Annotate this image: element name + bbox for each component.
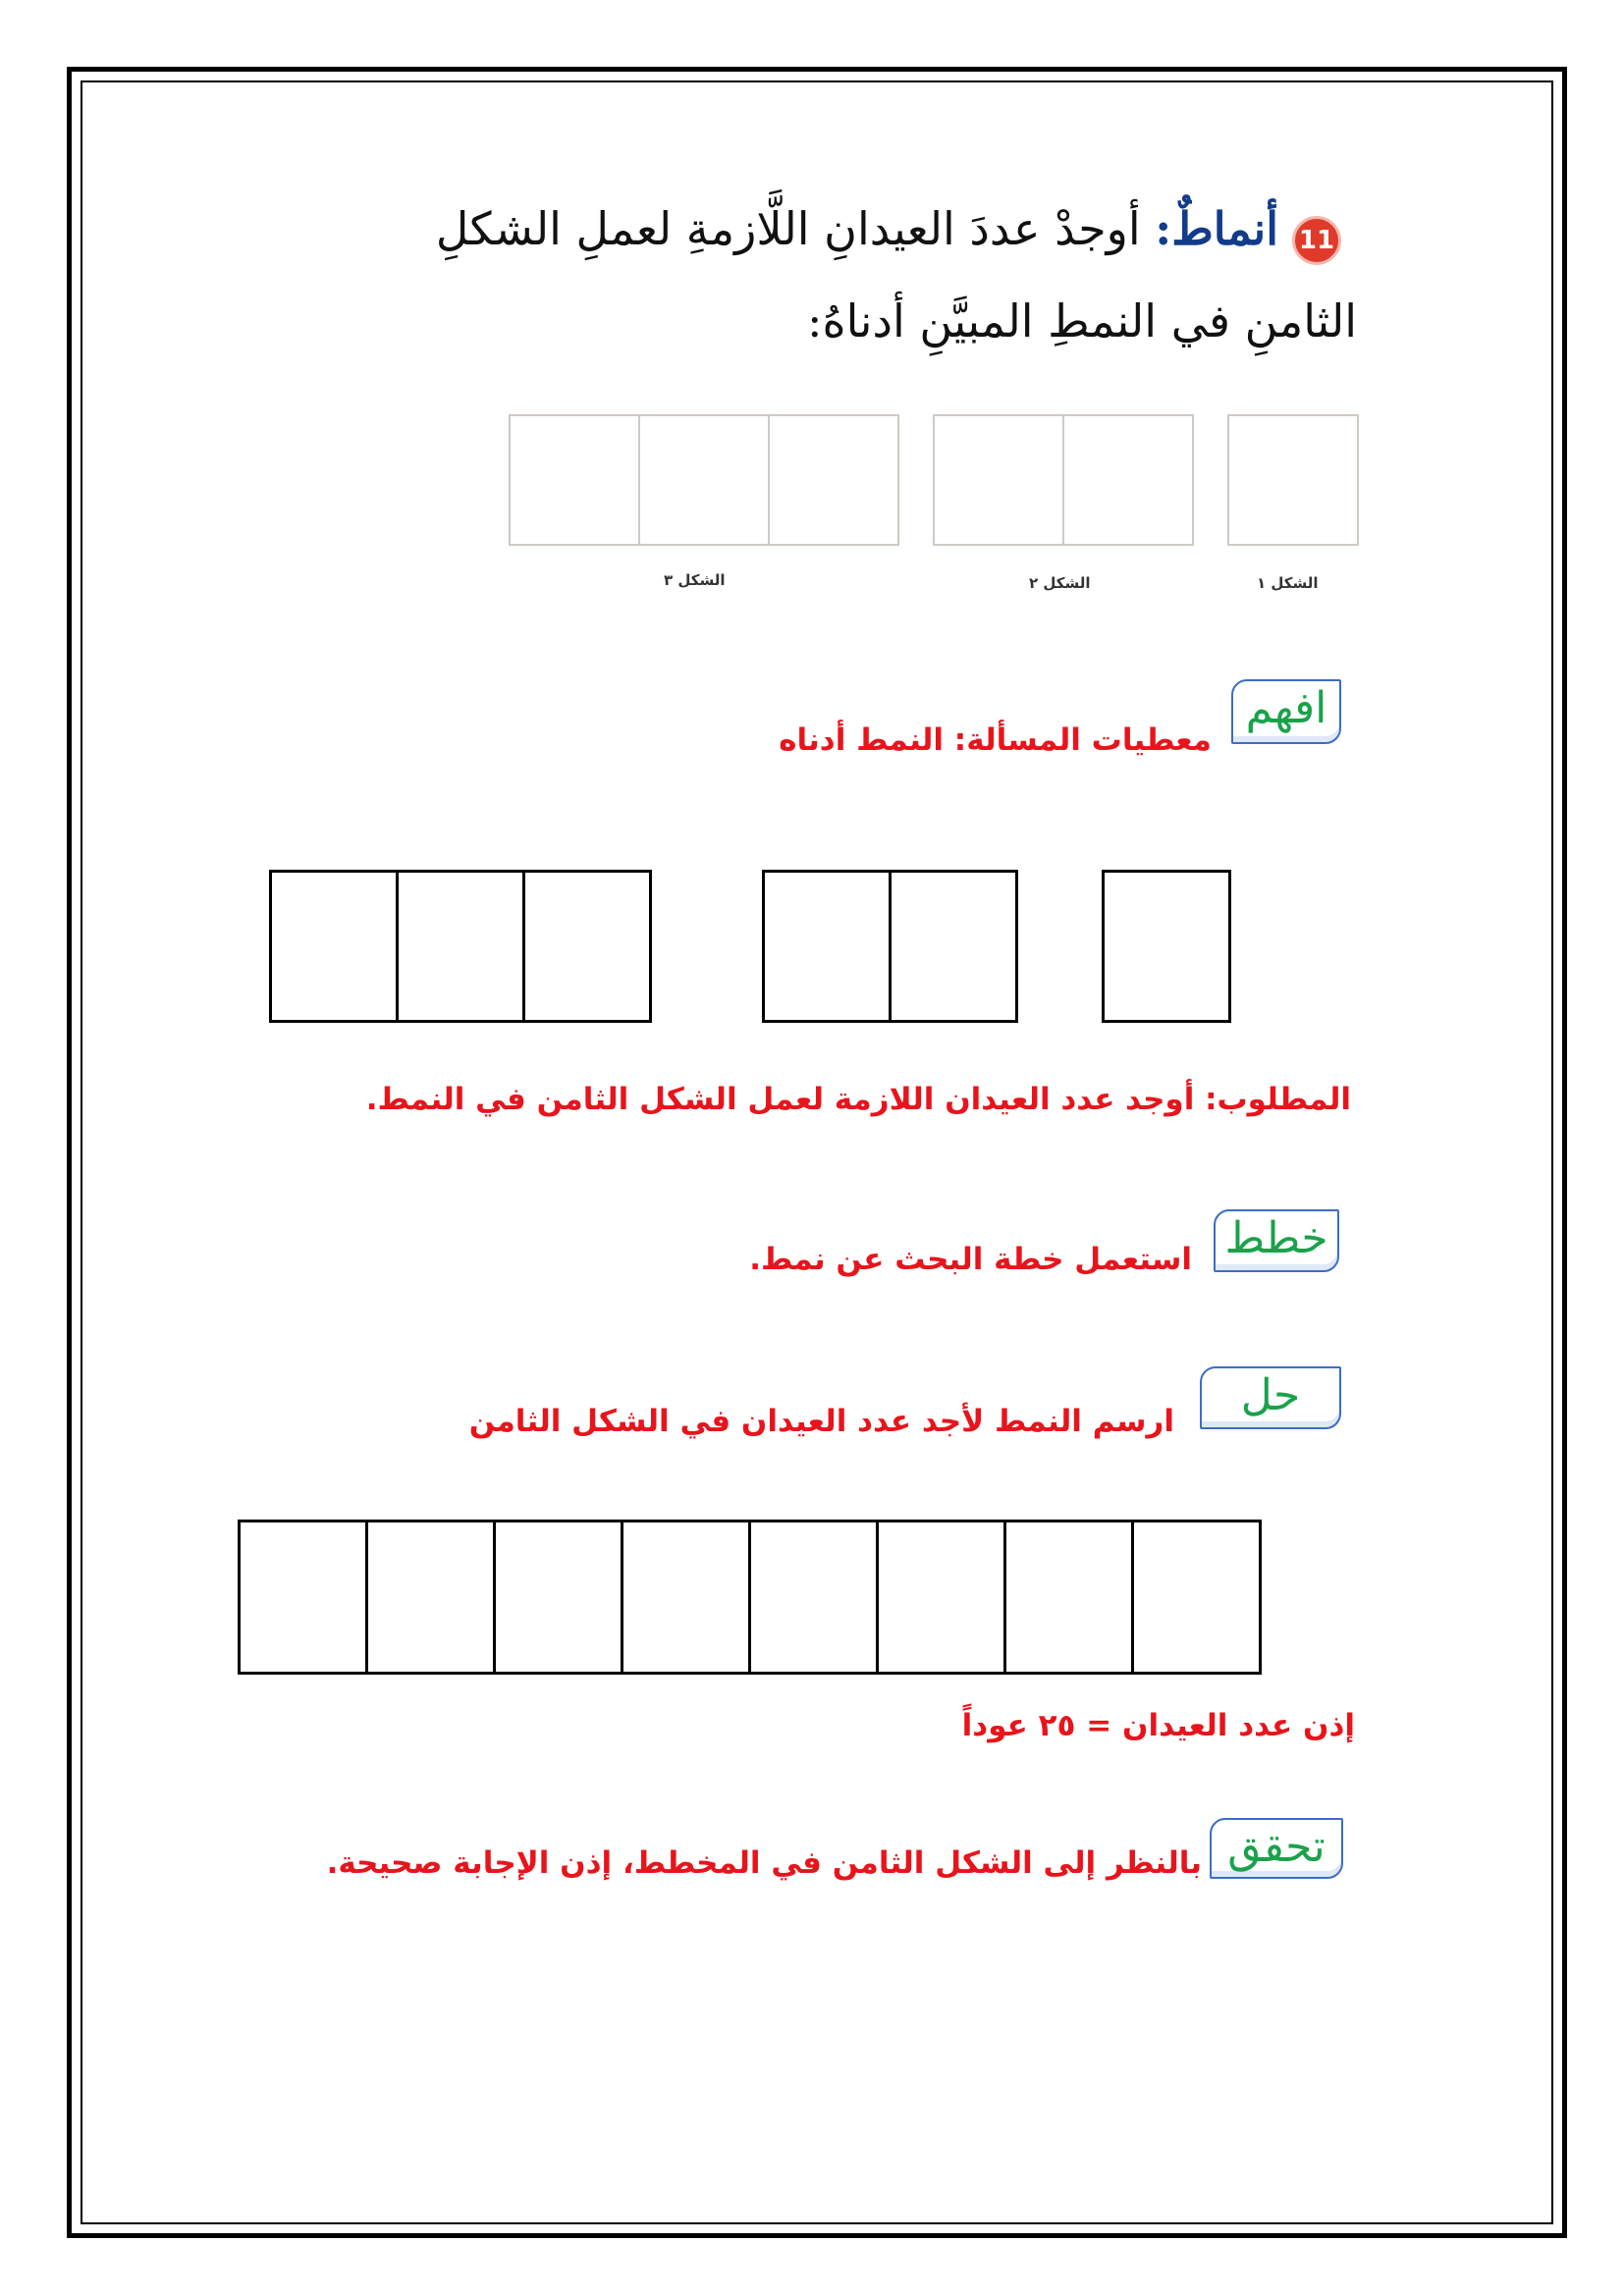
eighth-figure-square <box>621 1520 751 1675</box>
eighth-figure-square <box>365 1520 496 1675</box>
printed-fig3-square <box>768 414 899 546</box>
given-text: معطيات المسألة: النمط أدناه <box>779 722 1212 758</box>
given-fig2-square <box>889 870 1018 1023</box>
badge-plan: خطط <box>1214 1209 1339 1272</box>
printed-fig2-square <box>1062 414 1194 546</box>
problem-keyword: أنماطٌ: <box>1155 202 1278 255</box>
required-text: المطلوب: أوجد عدد العيدان اللازمة لعمل الشكل الثامن في النمط. <box>365 1082 1351 1117</box>
problem-number-badge <box>1292 216 1341 265</box>
solve-text: ارسم النمط لأجد عدد العيدان في الشكل الثامن <box>468 1404 1174 1439</box>
given-fig3-square <box>396 870 525 1023</box>
badge-solve: حل <box>1200 1366 1341 1429</box>
printed-fig3-square <box>509 414 640 546</box>
answer-text: إذن عدد العيدان = ٢٥ عوداً <box>961 1708 1355 1743</box>
caption-figure-3: الشكل ٣ <box>664 571 726 589</box>
caption-figure-2: الشكل ٢ <box>1029 574 1091 592</box>
eighth-figure-square <box>876 1520 1006 1675</box>
eighth-figure-square <box>238 1520 368 1675</box>
badge-understand: افهم <box>1231 679 1341 744</box>
badge-check: تحقق <box>1210 1818 1343 1879</box>
eighth-figure-square <box>1003 1520 1134 1675</box>
given-fig3-square <box>269 870 399 1023</box>
problem-text-1: أوجدْ عددَ العيدانِ اللَّازمةِ لعملِ الشكلِ <box>435 202 1141 255</box>
given-fig3-square <box>522 870 652 1023</box>
eighth-figure-square <box>1131 1520 1262 1675</box>
given-fig1-square <box>1102 870 1231 1023</box>
problem-number: 11 <box>1298 226 1335 255</box>
problem-line-2: الثامنِ في النمطِ المبيَّنِ أدناهُ: <box>807 294 1357 347</box>
plan-text: استعمل خطة البحث عن نمط. <box>749 1242 1192 1277</box>
page-border-inner <box>81 80 1553 2224</box>
printed-fig3-square <box>638 414 770 546</box>
given-fig2-square <box>762 870 892 1023</box>
eighth-figure-square <box>493 1520 623 1675</box>
problem-line-1 <box>436 202 1278 255</box>
eighth-figure-square <box>748 1520 879 1675</box>
printed-fig2-square <box>933 414 1064 546</box>
printed-fig1-square <box>1227 414 1359 546</box>
caption-figure-1: الشكل ١ <box>1257 574 1319 592</box>
check-text: بالنظر إلى الشكل الثامن في المخطط، إذن الإجابة صحيحة. <box>326 1845 1202 1881</box>
